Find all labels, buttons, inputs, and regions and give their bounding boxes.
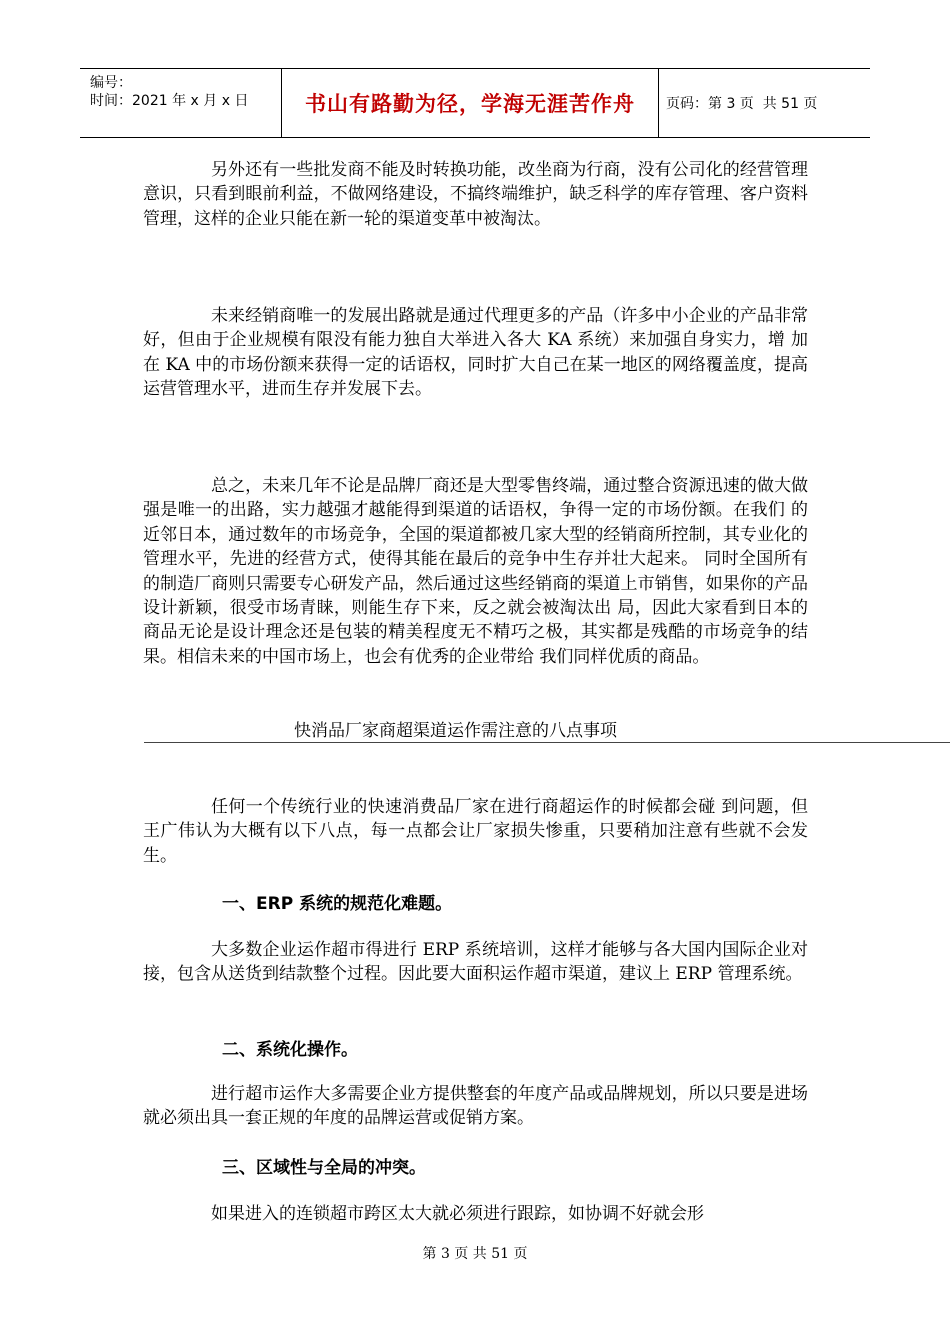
section-paragraph: 如果进入的连锁超市跨区太大就必须进行跟踪，如协调不好就会形 bbox=[211, 1204, 704, 1224]
body-paragraph: 总之，未来几年不论是品牌厂商还是大型零售终端，通过整合资源迅速的做大做强是唯一的出路，实力越强才越能得到渠道的话语权，争得一定的市场份额。在我们 的近邻日本，通过数年的市场竞争，全国的渠道都被几家大型的经销商所控制，其专业化的管理水平，先进的经营方式，使得其能在最后的竞争中生存并壮大起来。 同时全国所有的制造厂商则只需要专心研发产品，然后通过这些经销商的渠道上市销售，如果你的产品设计新颖，很受市场青睐，则能生存下来，反之就会被淘汰出 局，因此大家看到日本的商品无论是设计理念还是包装的精美程度无不精巧之极，其实都是残酷的市场竞争的结果。相信未来的中国市场上，也会有优秀的企业带给 我们同样优质的商品。 bbox=[143, 476, 808, 667]
header-page-info bbox=[666, 69, 870, 137]
section-paragraph: 大多数企业运作超市得进行 ERP 系统培训，这样才能够与各大国内国际企业对接，包含从送货到结款整个过程。因此要大面积运作超市渠道，建议上 ERP 管理系统。 bbox=[143, 940, 808, 985]
section-paragraph: 进行超市运作大多需要企业方提供整套的年度产品或品牌规划，所以只要是进场就必须出具一套正规的年度的品牌运营或促销方案。 bbox=[143, 1084, 808, 1129]
header-meta bbox=[80, 69, 280, 137]
section-heading: 二、系统化操作。 bbox=[222, 1040, 358, 1060]
intro-paragraph: 任何一个传统行业的快速消费品厂家在进行商超运作的时候都会碰 到问题，但王广伟认为大概有以下八点，每一点都会让厂家损失惨重，只要稍加注意有些就不会发生。 bbox=[143, 797, 808, 866]
header-page-number: 页码：第 3 页 共 51 页 bbox=[666, 96, 818, 112]
section-heading: 三、区域性与全局的冲突。 bbox=[222, 1158, 426, 1178]
article-subtitle-text: 快消品厂家商超渠道运作需注意的八点事项 bbox=[294, 721, 617, 741]
document-date: 时间：2021 年 x 月 x 日 bbox=[90, 93, 249, 109]
header-motto: 书山有路勤为径，学海无涯苦作舟 bbox=[281, 69, 659, 137]
body-paragraph: 未来经销商唯一的发展出路就是通过代理更多的产品（许多中小企业的产品非常好，但由于企业规模有限没有能力独自大举进入各大 KA 系统）来加强自身实力，增 加在 KA 中的市场份额来获得一定的话语权，同时扩大自己在某一地区的网络覆盖度，提高运营管理水平，进而生存并发展下去。 bbox=[143, 306, 808, 400]
document-number-label: 编号： bbox=[90, 75, 132, 91]
body-paragraph: 另外还有一些批发商不能及时转换功能，改坐商为行商，没有公司化的经营管理意识，只看到眼前利益，不做网络建设，不搞终端维护，缺乏科学的库存管理、客户资料管理，这样的企业只能在新一轮的渠道变革中被淘汰。 bbox=[143, 160, 808, 229]
article-subtitle bbox=[144, 720, 950, 743]
page-footer: 第 3 页 共 51 页 bbox=[422, 1246, 528, 1262]
page-header bbox=[80, 68, 870, 138]
section-heading: 一、ERP 系统的规范化难题。 bbox=[222, 894, 453, 914]
